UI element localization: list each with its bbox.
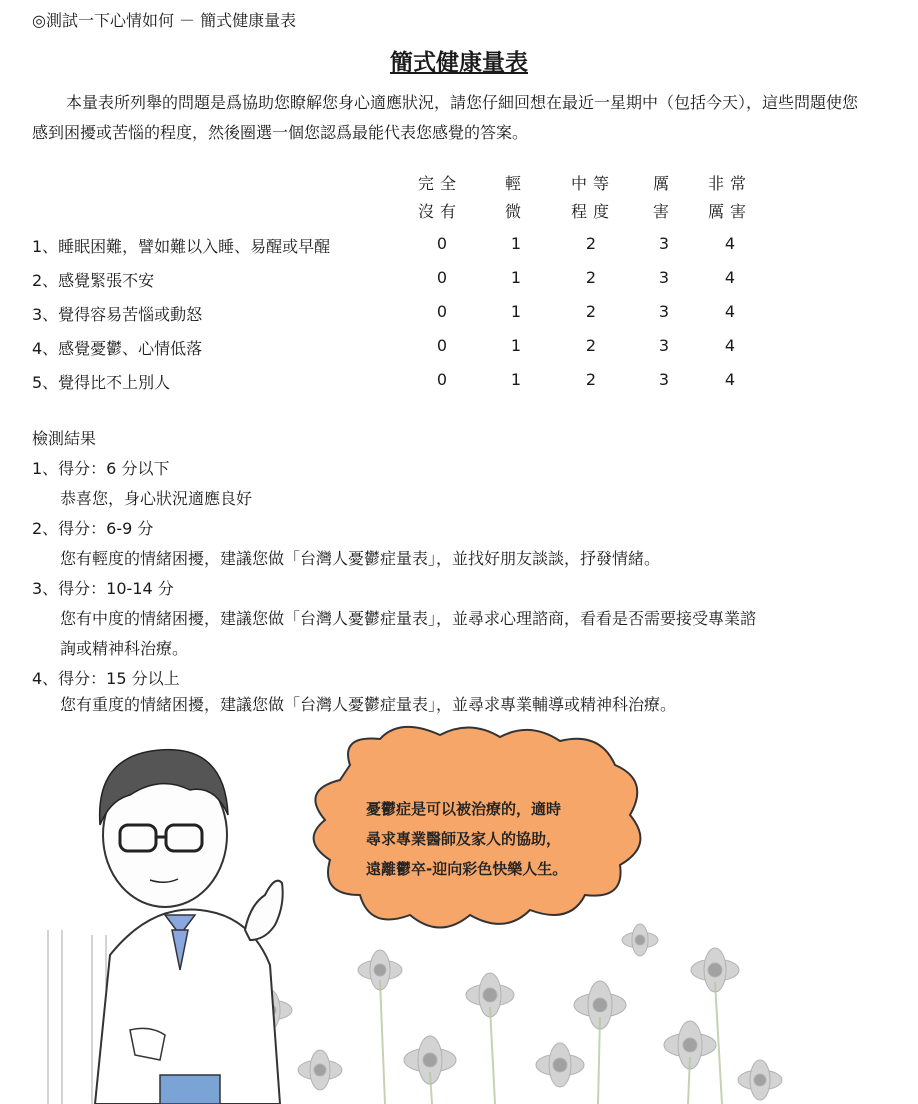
result-3-score: 3、得分：10-14 分 [32,579,174,598]
doctor-illustration [0,725,918,1104]
score-option[interactable]: 4 [724,302,736,321]
score-option[interactable]: 4 [724,370,736,389]
doctor-character-icon [95,750,283,1104]
cloud-message: 憂鬱症是可以被治療的，適時 尋求專業醫師及家人的協助， 遠離鬱卒-迎向彩色快樂人生。 [366,800,568,878]
result-2-score: 2、得分：6-9 分 [32,519,154,538]
score-option[interactable]: 0 [436,268,448,287]
question-label: 4、感覺憂鬱、心情低落 [32,339,203,358]
score-option[interactable]: 1 [510,268,522,287]
question-label: 1、睡眠困難，譬如難以入睡、易醒或早醒 [32,237,331,256]
score-option[interactable]: 3 [658,268,670,287]
question-label: 3、覺得容易苦惱或動怒 [32,305,203,324]
question-label: 2、感覺緊張不安 [32,271,155,290]
score-option[interactable]: 2 [585,370,597,389]
result-2-text: 您有輕度的情緒困擾，建議您做「台灣人憂鬱症量表」，並找好朋友談談，抒發情緒。 [60,549,661,568]
score-option[interactable]: 2 [585,336,597,355]
result-4-score: 4、得分：15 分以上 [32,669,180,688]
score-option[interactable]: 2 [585,268,597,287]
score-option[interactable]: 0 [436,370,448,389]
score-option[interactable]: 1 [510,234,522,253]
result-3-text-cont: 詢或精神科治療。 [60,639,189,658]
score-option[interactable]: 2 [585,302,597,321]
page-title: 簡式健康量表 [390,50,528,76]
intro-paragraph: 本量表所列舉的問題是爲協助您瞭解您身心適應狀況，請您仔細回想在最近一星期中（包括今天），這些問題使您感到困擾或苦惱的程度，然後圈選一個您認爲最能代表您感覺的答案。 [32,93,859,142]
score-option[interactable]: 1 [510,302,522,321]
results-heading: 檢測結果 [32,429,97,448]
result-3-text: 您有中度的情緒困擾，建議您做「台灣人憂鬱症量表」，並尋求心理諮商，看看是否需要接受專業諮 [60,609,757,628]
score-option[interactable]: 4 [724,234,736,253]
score-option[interactable]: 4 [724,336,736,355]
column-header-0: 完全 沒有 [417,174,462,221]
score-option[interactable]: 4 [724,268,736,287]
column-header-1: 輕 微 [504,174,527,221]
header-line: ◎測試一下心情如何 － 簡式健康量表 [32,11,297,30]
result-1-score: 1、得分：6 分以下 [32,459,170,478]
column-header-4: 非常 厲害 [707,174,752,221]
score-option[interactable]: 1 [510,336,522,355]
column-header-2: 中等 程度 [570,174,615,221]
result-4-text: 您有重度的情緒困擾，建議您做「台灣人憂鬱症量表」，並尋求專業輔導或精神科治療。 [60,695,677,714]
score-option[interactable]: 3 [658,370,670,389]
score-option[interactable]: 0 [436,302,448,321]
score-option[interactable]: 1 [510,370,522,389]
column-header-3: 厲 害 [652,174,675,221]
score-option[interactable]: 3 [658,302,670,321]
question-label: 5、覺得比不上別人 [32,373,171,392]
score-option[interactable]: 3 [658,234,670,253]
score-option[interactable]: 0 [436,234,448,253]
score-option[interactable]: 3 [658,336,670,355]
result-1-text: 恭喜您，身心狀況適應良好 [60,489,253,508]
score-option[interactable]: 2 [585,234,597,253]
score-option[interactable]: 0 [436,336,448,355]
